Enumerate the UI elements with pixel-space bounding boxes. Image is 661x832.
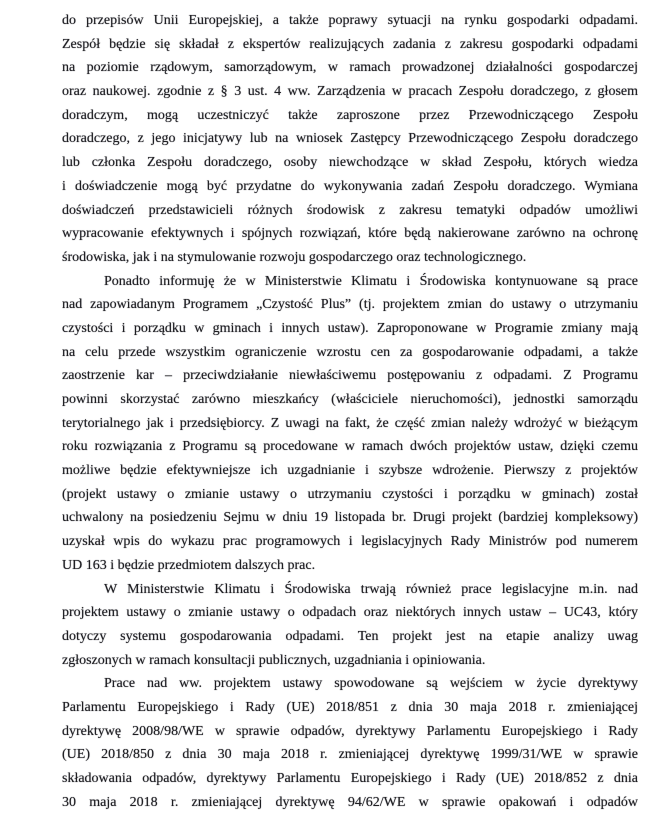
text-line: powinni skorzystać zarówno mieszkańcy (właściciele nieruchomości), jednostki samorządu: [62, 392, 638, 407]
text-line: Ponadto informuję że w Ministerstwie Klimatu i Środowiska kontynuowane są prace: [104, 273, 638, 289]
text-line: czystości i porządku w gminach i innych ustaw). Zaproponowane w Programie zmiany mają: [62, 320, 638, 336]
text-line: na poziomie rządowym, samorządowym, w ramach prowadzonej działalności gospodarczej: [62, 60, 638, 76]
paragraph: [62, 578, 638, 673]
text-line: Zespół będzie się składał z ekspertów realizujących zadania z zakresu gospodarki odpadami: [62, 36, 638, 52]
text-line: i doświadczenie mogą być przydatne do wykonywania zadań Zespołu doradczego. Wymiana: [62, 178, 638, 194]
text-line: Parlamentu Europejskiego i Rady (UE) 2018/851 z dnia 30 maja 2018 r. zmieniającej: [62, 699, 638, 715]
text-line: W Ministerstwie Klimatu i Środowiska trwają również prace legislacyjne m.in. nad: [104, 581, 638, 597]
text-line: na celu przede wszystkim ograniczenie wzrostu cen za gospodarowanie odpadami, a także: [62, 344, 638, 360]
text-line: uchwalony na posiedzeniu Sejmu w dniu 19 listopada br. Drugi projekt (bardziej kompleksowy): [62, 510, 638, 526]
text-line: dyrektywę 2008/98/WE w sprawie odpadów, dyrektywy Parlamentu Europejskiego i Rady: [62, 723, 638, 739]
text-line: nad zapowiadanym Programem „Czystość Plus” (tj. projektem zmian do ustawy o utrzymaniu: [62, 297, 638, 313]
text-line: doradczego, z jego inicjatywy lub na wniosek Zastępcy Przewodniczącego Zespołu doradczego: [62, 131, 638, 147]
paragraph: [62, 270, 638, 578]
text-line: doświadczeń przedstawicieli różnych środowisk z zakresu tematyki odpadów umożliwi: [62, 202, 638, 218]
text-line: zaostrzenie kar – przeciwdziałanie niewłaściwemu postępowaniu z odpadami. Z Programu: [62, 368, 638, 384]
text-line: dotyczy systemu gospodarowania odpadami. Ten projekt jest na etapie analizy uwag: [62, 628, 638, 644]
text-line: terytorialnego jak i przedsiębiorcy. Z uwagi na fakt, że część zmian należy wdrożyć w bieżącym: [62, 415, 638, 431]
text-line: oraz naukowej. zgodnie z § 3 ust. 4 ww. Zarządzenia w pracach Zespołu doradczego, z głosem: [62, 84, 638, 100]
text-line: do przepisów Unii Europejskiej, a także poprawy sytuacji na rynku gospodarki odpadami.: [62, 13, 638, 28]
text-line: UD 163 i będzie przedmiotem dalszych prac.: [62, 557, 316, 573]
text-line: (UE) 2018/850 z dnia 30 maja 2018 r. zmieniającej dyrektywę 1999/31/WE w sprawie: [62, 747, 638, 763]
text-line: roku rozwiązania z Programu są procedowane w ramach dwóch projektów ustaw, dzięki czemu: [62, 439, 638, 455]
text-line: zgłoszonych w ramach konsultacji publicznych, uzgadniania i opiniowania.: [62, 652, 486, 668]
text-line: lub członka Zespołu doradczego, osoby niewchodzące w skład Zespołu, których wiedza: [62, 155, 638, 171]
text-line: Prace nad ww. projektem ustawy spowodowane są wejściem w życie dyrektywy: [104, 676, 638, 692]
text-line: wypracowanie efektywnych i spójnych rozwiązań, które będą nakierowane zarówno na ochronę: [62, 226, 638, 242]
text-line: 30 maja 2018 r. zmieniającej dyrektywę 94/62/WE w sprawie opakowań i odpadów: [62, 794, 638, 810]
document-body: [62, 9, 638, 814]
text-line: (projekt ustawy o zmianie ustawy o utrzymaniu czystości i porządku w gminach) został: [62, 486, 638, 502]
text-line: możliwe będzie efektywniejsze ich uzgadnianie i szybsze wdrożenie. Pierwszy z projektów: [62, 463, 638, 479]
text-line: środowiska, jak i na stymulowanie rozwoju gospodarczego oraz technologicznego.: [62, 249, 527, 265]
paragraph: [62, 672, 638, 814]
paragraph: [62, 9, 638, 270]
text-line: uzyskał wpis do wykazu prac programowych i legislacyjnych Rady Ministrów pod numerem: [62, 534, 638, 550]
text-line: doradczym, mogą uczestniczyć także zaproszone przez Przewodniczącego Zespołu: [62, 107, 638, 123]
text-line: składowania odpadów, dyrektywy Parlamentu Europejskiego i Rady (UE) 2018/852 z dnia: [62, 771, 638, 786]
text-line: projektem ustawy o zmianie ustawy o odpadach oraz niektórych innych ustaw – UC43, który: [62, 605, 638, 621]
